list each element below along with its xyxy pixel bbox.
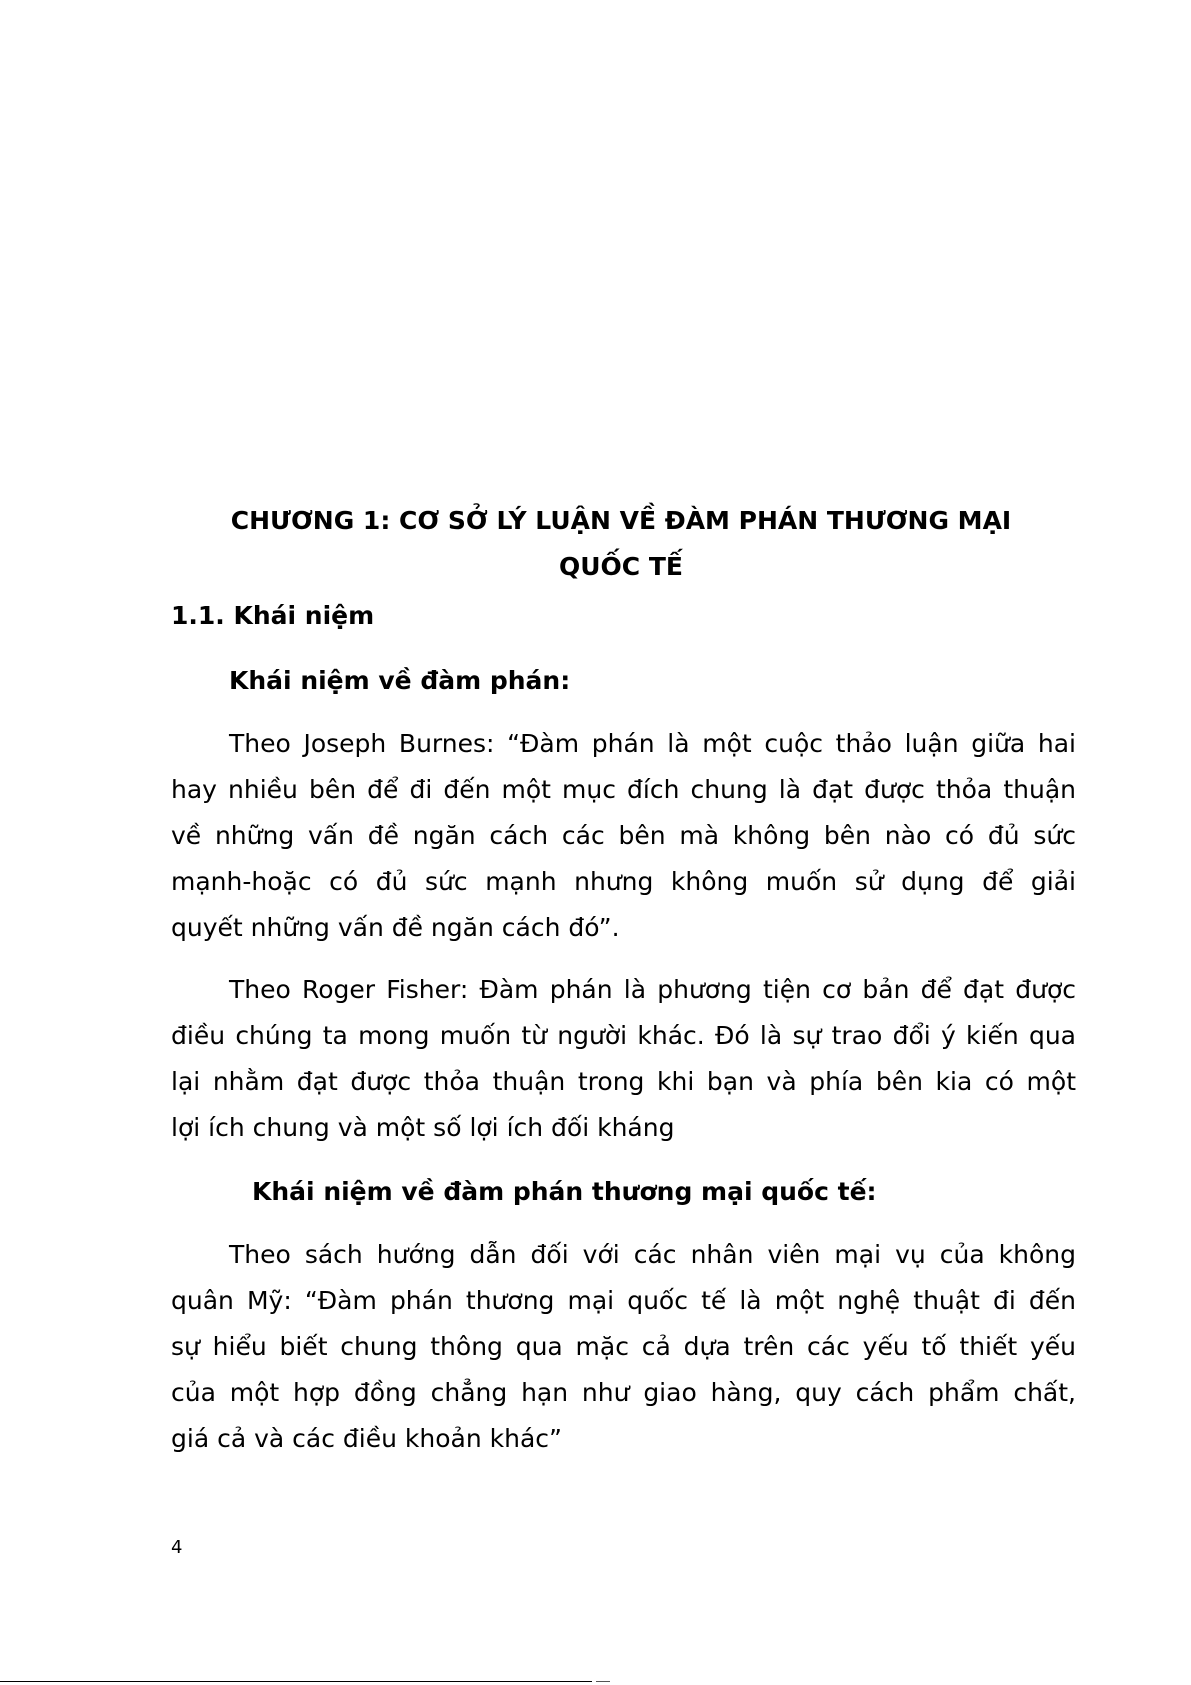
- chapter-title-line-1: CHƯƠNG 1: CƠ SỞ LÝ LUẬN VỀ ĐÀM PHÁN THƯƠNG MẠI: [230, 506, 1012, 535]
- text-line: Theo sách hướng dẫn đối với các nhân viên mại vụ của không: [229, 1240, 1076, 1269]
- text-line: mạnh-hoặc có đủ sức mạnh nhưng không muốn sử dụng để giải: [171, 867, 1076, 896]
- text-line: về những vấn đề ngăn cách các bên mà không bên nào có đủ sức: [171, 821, 1076, 850]
- text-line: lợi ích chung và một số lợi ích đối kháng: [171, 1113, 675, 1142]
- paragraph-joseph-burnes: [171, 721, 1076, 951]
- text-line: Theo Roger Fisher: Đàm phán là phương tiện cơ bản để đạt được: [229, 975, 1076, 1004]
- text-line: hay nhiều bên để đi đến một mục đích chung là đạt được thỏa thuận: [171, 775, 1076, 804]
- text-line: của một hợp đồng chẳng hạn như giao hàng, quy cách phẩm chất,: [171, 1378, 1076, 1407]
- text-line: Theo Joseph Burnes: “Đàm phán là một cuộc thảo luận giữa hai: [229, 729, 1076, 758]
- footer-divider: [0, 1681, 592, 1682]
- section-heading: 1.1. Khái niệm: [171, 601, 375, 630]
- text-line: lại nhằm đạt được thỏa thuận trong khi bạn và phía bên kia có một: [171, 1067, 1076, 1096]
- subsection-heading-international-trade: Khái niệm về đàm phán thương mại quốc tế:: [252, 1177, 877, 1206]
- text-line: quân Mỹ: “Đàm phán thương mại quốc tế là một nghệ thuật đi đến: [171, 1286, 1076, 1315]
- chapter-title: [171, 498, 1071, 590]
- subsection-heading-negotiation: Khái niệm về đàm phán:: [229, 666, 571, 695]
- text-line: giá cả và các điều khoản khác”: [171, 1424, 562, 1453]
- footer-divider-mark: [596, 1681, 610, 1682]
- text-line: điều chúng ta mong muốn từ người khác. Đó là sự trao đổi ý kiến qua: [171, 1021, 1076, 1050]
- paragraph-us-air-force-guide: [171, 1232, 1076, 1462]
- text-line: sự hiểu biết chung thông qua mặc cả dựa trên các yếu tố thiết yếu: [171, 1332, 1076, 1361]
- page-number: 4: [171, 1537, 183, 1558]
- text-line: quyết những vấn đề ngăn cách đó”.: [171, 913, 620, 942]
- chapter-title-line-2: QUỐC TẾ: [559, 552, 683, 581]
- paragraph-roger-fisher: [171, 967, 1076, 1151]
